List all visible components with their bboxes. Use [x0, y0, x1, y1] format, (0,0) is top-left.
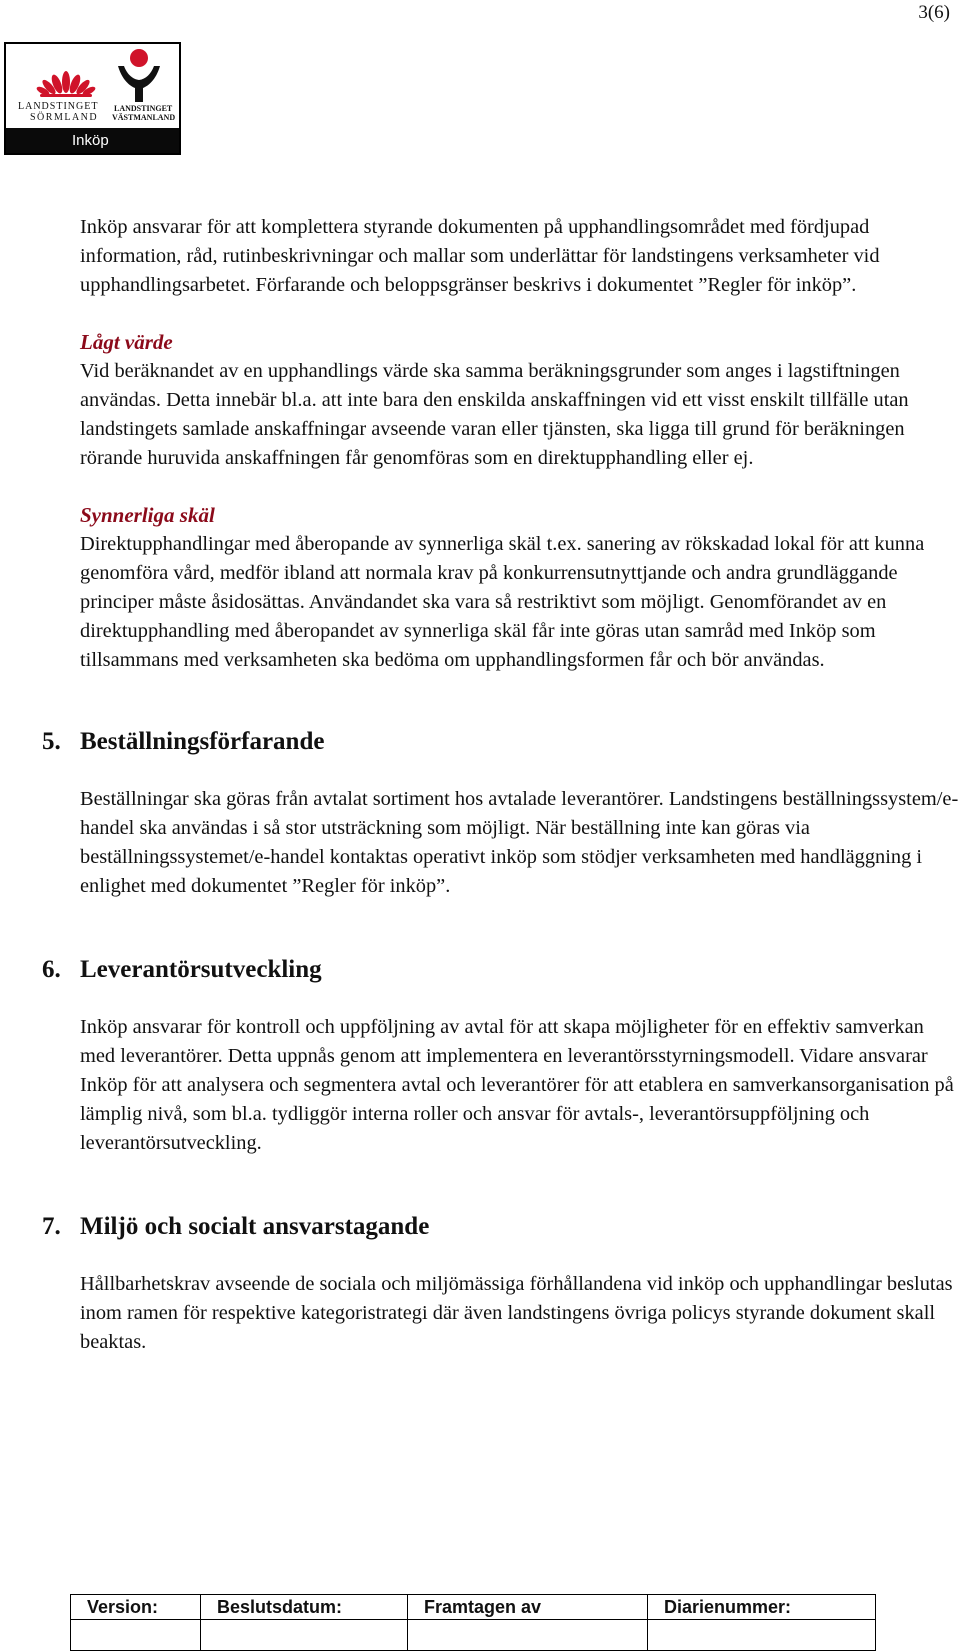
- table-header-prepared-by: Framtagen av: [408, 1595, 648, 1620]
- logo-left-line2: SÖRMLAND: [30, 112, 99, 123]
- synnerliga-skal-paragraph: Direktupphandlingar med åberopande av synnerliga skäl t.ex. sanering av rökskadad lokal för att kunna genomföra vård, medför ibland att normala krav på konkurrensutnyttjande och andra grundläggande principer måste åsidosättas. Användandet ska vara så restriktivt som möjligt. Genomförandet av en direktupphandling med åberopandet av synnerliga skäl får inte göras utan samråd med Inköp som tillsammans med verksamheten ska bedöma om upphandlingsformen får och bör användas.: [80, 533, 925, 671]
- logo-right-line2: VÄSTMANLAND: [112, 113, 176, 122]
- sormland-lotus-icon: [35, 71, 96, 97]
- logo-right-line1: LANDSTINGET: [114, 104, 173, 113]
- section-7-number: 7.: [42, 1213, 61, 1240]
- table-cell-decision-date: [201, 1620, 408, 1651]
- table-row: [71, 1620, 876, 1651]
- section-5-heading: [42, 724, 960, 760]
- section-7-heading: [42, 1209, 960, 1245]
- subheading-synnerliga-skal: Synnerliga skäl: [80, 503, 215, 527]
- table-cell-registry-number: [648, 1620, 876, 1651]
- section-5-number: 5.: [42, 728, 61, 755]
- section-7-title: Miljö och socialt ansvarstagande: [80, 1213, 430, 1240]
- section-6-heading: [42, 952, 960, 988]
- section-6-number: 6.: [42, 956, 61, 983]
- subheading-lagt-varde: Lågt värde: [80, 330, 173, 354]
- section-5-paragraph: Beställningar ska göras från avtalat sortiment hos avtalade leverantörer. Landstingens beställningssystem/e-handel ska användas i så stor utsträckning som möjligt. När beställning inte kan göras via beställningssystemet/e-handel kontaktas operativt inköp som stödjer verksamheten med handläggning i enlighet med dokumentet ”Regler för inköp”.: [80, 788, 959, 897]
- section-5-title: Beställningsförfarande: [80, 728, 325, 755]
- table-header-row: [71, 1595, 876, 1620]
- intro-paragraph: Inköp ansvarar för att komplettera styrande dokumenten på upphandlingsområdet med fördjupad information, råd, rutinbeskrivningar och mallar som underlättar för landstingens verksamheter vid upphandlingsarbetet. Förfarande och beloppsgränser beskrivs i dokumentet ”Regler för inköp”.: [80, 216, 880, 296]
- vastmanland-figure-icon: [118, 49, 160, 102]
- table-header-registry-number: Diarienummer:: [648, 1595, 876, 1620]
- logo-left-line1: LANDSTINGET: [18, 101, 99, 112]
- section-6-title: Leverantörsutveckling: [80, 956, 322, 983]
- document-body: [42, 213, 960, 1357]
- section-6-paragraph: Inköp ansvarar för kontroll och uppföljning av avtal för att skapa möjligheter för en effektiv samverkan med leverantörer. Detta uppnås genom att implementera en leverantörsstyrningsmodell. Vidare ansvarar Inköp för att analysera och segmentera avtal och leverantörer för att etablera en samverkansorganisation på lämplig nivå, som bl.a. tydliggör interna roller och ansvar för avtals-, leverantörsuppföljning och leverantörsutveckling.: [80, 1016, 954, 1154]
- lagt-varde-paragraph: Vid beräknandet av en upphandlings värde ska samma beräkningsgrunder som anges i lagstiftningen användas. Detta innebär bl.a. att inte bara den enskilda anskaffningen vid ett visst enskilt tillfälle utan landstingets samlade anskaffningar avseende varan eller tjänsten, ska ligga till grund för beräkningen rörande huruvida anskaffningen får genomföras som en direktupphandling eller ej.: [80, 360, 909, 469]
- table-header-version: Version:: [71, 1595, 201, 1620]
- table-cell-prepared-by: [408, 1620, 648, 1651]
- page-number: 3(6): [918, 2, 950, 23]
- table-cell-version: [71, 1620, 201, 1651]
- table-header-decision-date: Beslutsdatum:: [201, 1595, 408, 1620]
- organization-logo: [4, 42, 181, 155]
- logo-inkop-label: Inköp: [6, 128, 179, 153]
- section-7-paragraph: Hållbarhetskrav avseende de sociala och miljömässiga förhållandena vid inköp och upphandlingar beslutas inom ramen för respektive kategoristrategi där även landstingens övriga policys styrande dokument skall beaktas.: [80, 1273, 953, 1353]
- document-info-table: [70, 1594, 876, 1651]
